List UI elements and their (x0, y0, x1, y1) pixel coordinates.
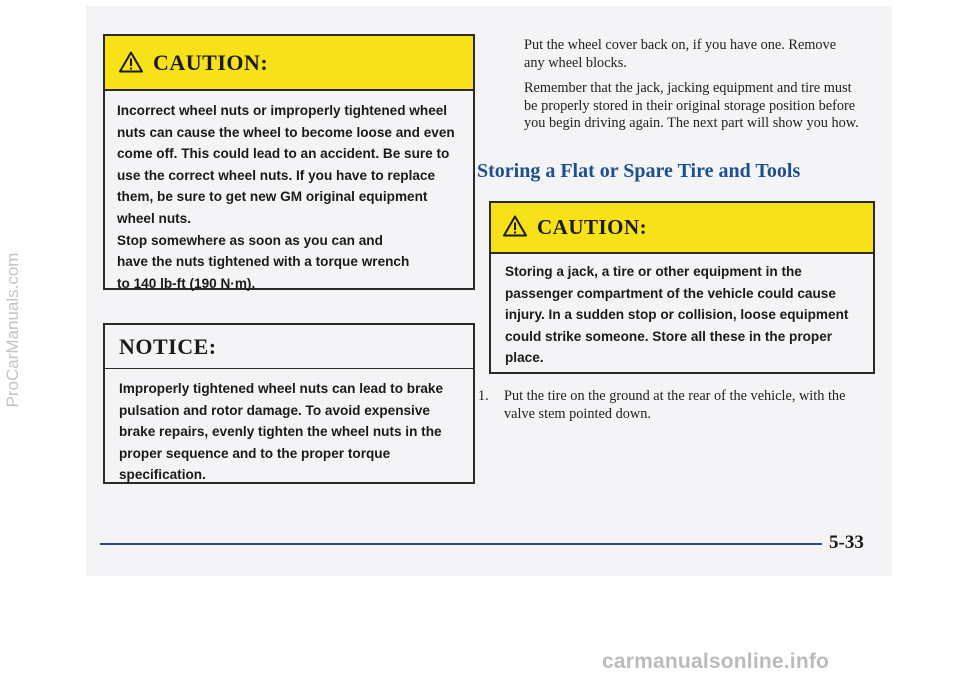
notice-box (103, 323, 475, 484)
caution-box-storing (489, 201, 875, 374)
caution-title: CAUTION: (537, 215, 648, 239)
watermark-bottom: carmanualsonline.info (602, 650, 830, 673)
caution-body (491, 254, 873, 369)
paragraph-storage-reminder: Remember that the jack, jacking equipment and tire must be properly stored in their original storage position before you begin driving again. The next part will show you how. (524, 80, 859, 131)
paragraph-wheel-cover: Put the wheel cover back on, if you have one. Remove any wheel blocks. (524, 37, 837, 71)
section-heading: Storing a Flat or Spare Tire and Tools (477, 160, 801, 182)
caution-title: CAUTION: (153, 49, 269, 75)
caution-paragraph: Incorrect wheel nuts or improperly tightened wheel nuts can cause the wheel to become loose and even come off. This could lead to an accident. Be sure to use the correct wheel nuts. If you have to replace them, be sure to get new GM original equipment wheel nuts. (117, 103, 455, 226)
notice-body (105, 369, 473, 486)
caution-text: Storing a jack, a tire or other equipment in the passenger compartment of the vehicle could cause injury. In a sudden stop or collision, loose equipment could strike someone. Store all these in the proper place. (505, 264, 849, 366)
caution-header (491, 203, 873, 254)
notice-text: Improperly tightened wheel nuts can lead to brake pulsation and rotor damage. To avoid expensive brake repairs, evenly tighten the wheel nuts in the proper sequence and to the proper torque specification. (119, 381, 444, 483)
notice-title: NOTICE: (119, 333, 217, 359)
caution-box-wheel-nuts (103, 34, 475, 290)
warning-triangle-icon (119, 51, 143, 78)
warning-triangle-icon (503, 215, 527, 242)
caution-header (105, 36, 473, 91)
step-number: 1. (478, 388, 489, 404)
caution-paragraph: Stop somewhere as soon as you can and have the nuts tightened with a torque wrench to 140 lb-ft (190 N·m). (117, 232, 410, 291)
step-text: Put the tire on the ground at the rear of the vehicle, with the valve stem pointed down. (504, 388, 846, 422)
notice-header (105, 325, 473, 369)
step-item-1 (478, 388, 862, 423)
footer-rule (100, 543, 822, 545)
caution-body (105, 91, 473, 294)
page-number: 5-33 (829, 532, 864, 553)
watermark-left (0, 130, 26, 530)
watermark-left-text: ProCarManuals.com (3, 252, 22, 408)
